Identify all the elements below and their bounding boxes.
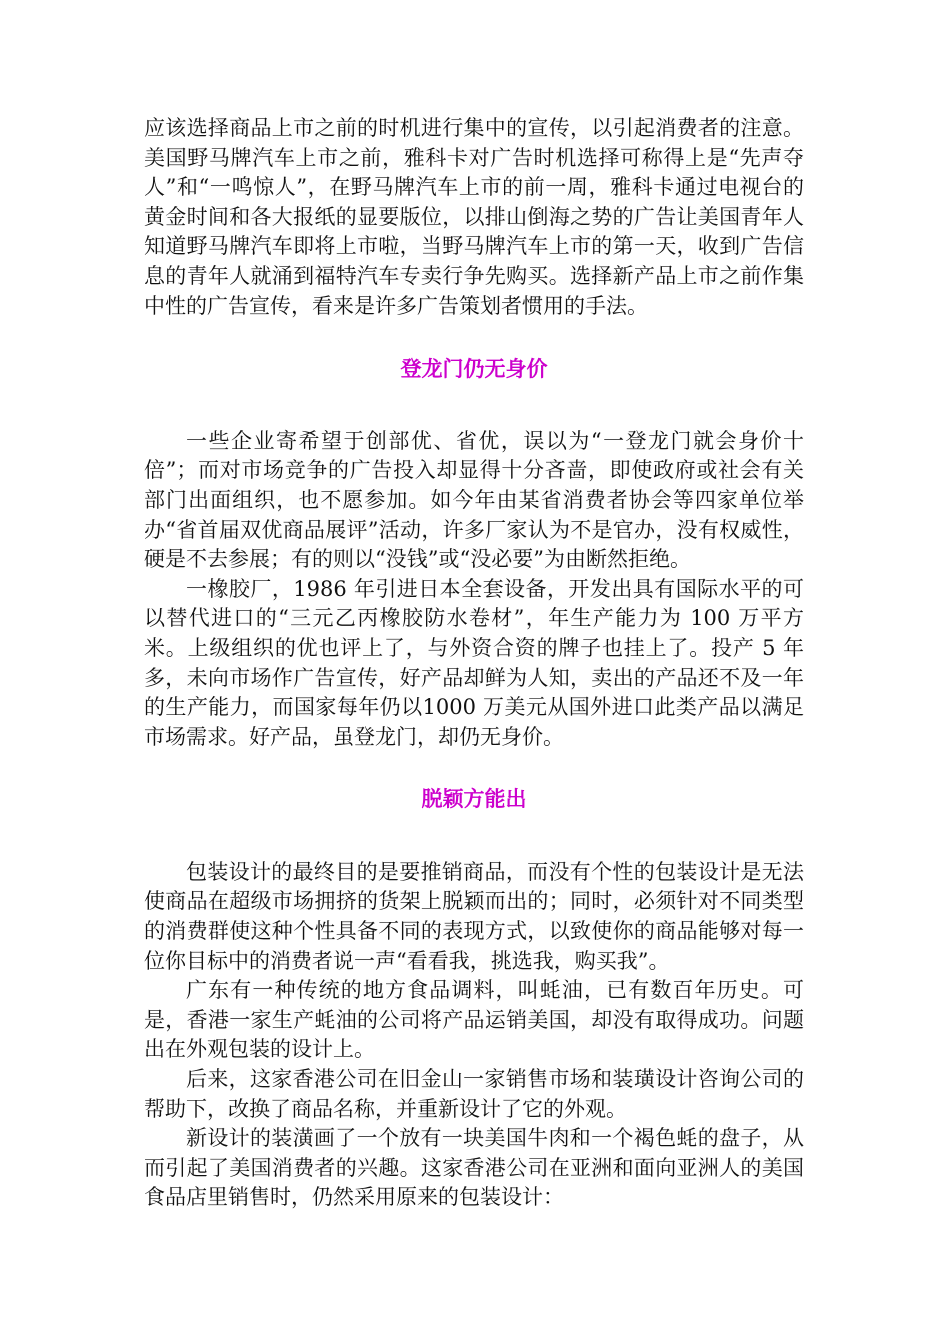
body-paragraph: 一些企业寄希望于创部优、省优，误以为“一登龙门就会身价十倍”；而对市场竞争的广告投入却显得十分吝啬，即使政府或社会有关部门出面组织，也不愿参加。如今年由某省消费者协会等四家单位举办“省首届双优商品展评”活动，许多厂家认为不是官办，没有权威性，硬是不去参展；有的则以“没钱”或“没必要”为由断然拒绝。: [144, 428, 804, 572]
body-paragraph: 新设计的装潢画了一个放有一块美国牛肉和一个褐色蚝的盘子，从而引起了美国消费者的兴趣。这家香港公司在亚洲和面向亚洲人的美国食品店里销售时，仍然采用原来的包装设计：: [144, 1126, 804, 1210]
intro-paragraph: 应该选择商品上市之前的时机进行集中的宣传，以引起消费者的注意。美国野马牌汽车上市之前，雅科卡对广告时机选择可称得上是“先声夺人”和“一鸣惊人”，在野马牌汽车上市的前一周，雅科卡通过电视台的黄金时间和各大报纸的显要版位，以排山倒海之势的广告让美国青年人知道野马牌汽车即将上市啦，当野马牌汽车上市的第一天，收到广告信息的青年人就涌到福特汽车专卖行争先购买。选择新产品上市之前作集中性的广告宣传，看来是许多广告策划者惯用的手法。: [144, 116, 804, 318]
section-heading-wrap: [144, 354, 804, 384]
body-paragraph: 广东有一种传统的地方食品调料，叫蚝油，已有数百年历史。可是，香港一家生产蚝油的公司将产品运销美国，却没有取得成功。问题出在外观包装的设计上。: [144, 978, 804, 1062]
body-paragraph: 包装设计的最终目的是要推销商品，而没有个性的包装设计是无法使商品在超级市场拥挤的货架上脱颖而出的；同时，必须针对不同类型的消费群使这种个性具备不同的表现方式，以致使你的商品能够对每一位你目标中的消费者说一声“看看我，挑选我，购买我”。: [144, 859, 804, 973]
section-heading-wrap: [144, 784, 804, 814]
body-paragraph: 后来，这家香港公司在旧金山一家销售市场和装璜设计咨询公司的帮助下，改换了商品名称，并重新设计了它的外观。: [144, 1067, 804, 1121]
section-heading-dengLongMen: 登龙门仍无身价: [400, 356, 548, 382]
body-paragraph: 一橡胶厂，1986 年引进日本全套设备，开发出具有国际水平的可以替代进口的“三元乙丙橡胶防水卷材”，年生产能力为 100 万平方米。上级组织的优也评上了，与外资合资的牌子也挂上了。投产 5 年多，未向市场作广告宣传，好产品却鲜为人知，卖出的产品还不及一年的生产能力，而国家每年仍以1000 万美元从国外进口此类产品以满足市场需求。好产品，虽登龙门，却仍无身价。: [144, 576, 804, 749]
section-heading-tuoYing: 脱颖方能出: [421, 786, 527, 812]
document-body: [144, 114, 804, 1213]
